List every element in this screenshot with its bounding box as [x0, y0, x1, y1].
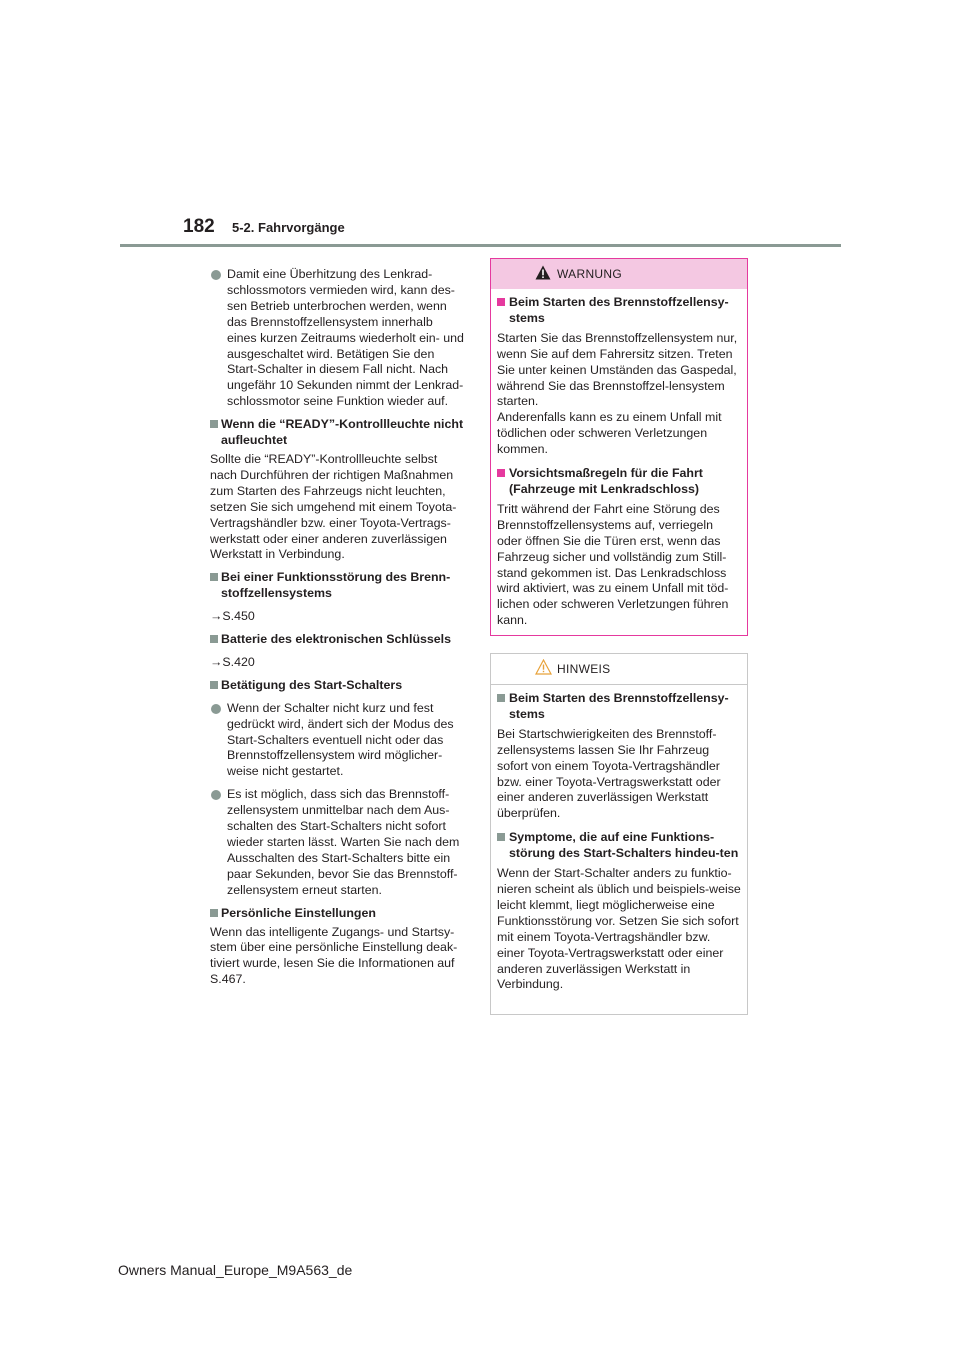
heading-text: Persönliche Einstellungen [221, 905, 376, 920]
left-column [210, 267, 465, 995]
footer-document-id: Owners Manual_Europe_M9A563_de [118, 1262, 353, 1278]
heading-text: Bei einer Funktionsstörung des Brenn-stoffzellensystems [221, 570, 451, 601]
warning-heading [497, 466, 741, 498]
paragraph-text: Anderenfalls kann es zu einem Unfall mit tödlichen oder schweren Verletzungen kommen. [497, 410, 722, 457]
bullet-item [210, 701, 465, 781]
bullet-dot-icon [211, 270, 221, 280]
heading-text: Betätigung des Start-Schalters [221, 677, 403, 692]
paragraph-text: Starten Sie das Brennstoffzellensystem nur, wenn Sie auf dem Fahrersitz sitzen. Treten Sie unter keinen Umständen das Gaspedal, während Sie das Brennstoffzel-lensystem starten. [497, 330, 738, 409]
section-heading [210, 570, 465, 602]
warning-box [490, 258, 748, 636]
square-bullet-icon [210, 909, 218, 917]
section-heading [210, 417, 465, 449]
caution-triangle-outline-icon [535, 659, 552, 680]
header-rule [120, 244, 841, 247]
bullet-text: Wenn der Schalter nicht kurz und fest gedrückt wird, ändert sich der Modus des Start-Schalters eventuell nicht oder das Brennstoffzellensystem wird möglicher-weise nicht gestartet. [227, 700, 454, 779]
heading-text: Symptome, die auf eine Funktions-störung des Start-Schalters hindeu-ten [509, 830, 739, 861]
page-reference-link[interactable]: →S.420 [210, 654, 255, 669]
square-bullet-icon [210, 635, 218, 643]
square-bullet-icon [210, 573, 218, 581]
page-reference-link[interactable]: →S.450 [210, 609, 255, 624]
notice-heading [497, 830, 741, 862]
notice-heading [497, 691, 741, 723]
heading-text: Beim Starten des Brennstoffzellensy-stems [509, 295, 729, 325]
square-bullet-icon [497, 469, 505, 477]
heading-text: Vorsichtsmaßregeln für die Fahrt (Fahrzeuge mit Lenkradschloss) [509, 466, 703, 496]
warning-heading [497, 295, 741, 327]
paragraph: Wenn das intelligente Zugangs- und Startsy-stem über eine persönliche Einstellung deak-tiviert wurde, lesen Sie die Informationen auf S.467. [210, 924, 458, 987]
bullet-text: Es ist möglich, dass sich das Brennstoff-zellensystem unmittelbar nach dem Aus-schalten des Start-Schalters nicht sofort wieder starten lässt. Warten Sie nach dem Ausschalten des Start-Schalters bitte ein paar Sekunden, bevor Sie das Brennstoff-zellensystem erneut starten. [227, 787, 460, 897]
notice-header [491, 654, 747, 685]
bullet-dot-icon [211, 790, 221, 800]
square-bullet-icon [210, 681, 218, 689]
section-heading [210, 678, 465, 694]
notice-paragraph: Wenn der Start-Schalter anders zu funktio-nieren scheint als üblich und beispiels-weise leicht klemmt, liegt möglicherweise eine Funktionsstörung vor. Setzen Sie sich sofort mit einem Toyota-Vertragshändler bzw. einer Toyota-Vertragswerkstatt oder einer anderen zuverlässigen Werkstatt in Verbindung. [497, 866, 741, 992]
warning-paragraph [497, 331, 741, 458]
heading-text: Batterie des elektronischen Schlüssels [221, 632, 452, 647]
bullet-text: Damit eine Überhitzung des Lenkrad-schlossmotors vermieden wird, kann des-sen Betrieb unterbrochen werden, wenn das Brennstoffzellensystem innerhalb eines kurzen Zeitraums wiederholt ein- und ausgeschaltet wird. Betätigen Sie den Start-Schalter in diesem Fall nicht. Nach ungefähr 10 Sekunden nimmt der Lenkrad-schlossmotor seine Funktion wieder auf. [227, 267, 464, 409]
warning-paragraph: Tritt während der Fahrt eine Störung des Brennstoffzellensystems auf, verriegeln oder öffnen Sie die Türen erst, wenn das Fahrzeug sicher und vollständig zum Still-stand gekommen ist. Das Lenkradschloss wird aktiviert, was zu einem Unfall mit töd-lichen oder schweren Verletzungen führen kann. [497, 501, 729, 628]
heading-text: Beim Starten des Brennstoffzellensy-stems [509, 691, 729, 721]
section-heading [210, 632, 465, 648]
paragraph: Sollte die “READY”-Kontrollleuchte selbst nach Durchführen der richtigen Maßnahmen zum Starten des Fahrzeugs nicht leuchten, setzen Sie sich umgehend mit einem Toyota-Vertragshändler bzw. einer Toyota-Vertrags-werkstatt oder einer anderen zuverlässigen Werkstatt in Verbindung. [210, 451, 457, 562]
warning-triangle-icon [535, 265, 551, 285]
notice-title: HINWEIS [557, 662, 611, 676]
section-title: 5-2. Fahrvorgänge [232, 220, 345, 235]
bullet-item [210, 267, 465, 410]
section-heading [210, 906, 465, 922]
square-bullet-icon [497, 833, 505, 841]
square-bullet-icon [497, 694, 505, 702]
page-number: 182 [183, 216, 215, 237]
notice-box [490, 653, 748, 1015]
bullet-dot-icon [211, 704, 221, 714]
warning-header [491, 259, 747, 289]
notice-paragraph: Bei Startschwierigkeiten des Brennstoff-zellensystems lassen Sie Ihr Fahrzeug sofort von einem Toyota-Vertragshändler bzw. einer Toyota-Vertragswerkstatt oder einer anderen zuverlässigen Werkstatt überprüfen. [497, 726, 721, 821]
heading-text: Wenn die “READY”-Kontrollleuchte nicht aufleuchtet [221, 417, 464, 448]
bullet-item [210, 787, 465, 898]
square-bullet-icon [497, 298, 505, 306]
warning-title: WARNUNG [557, 267, 622, 281]
square-bullet-icon [210, 420, 218, 428]
